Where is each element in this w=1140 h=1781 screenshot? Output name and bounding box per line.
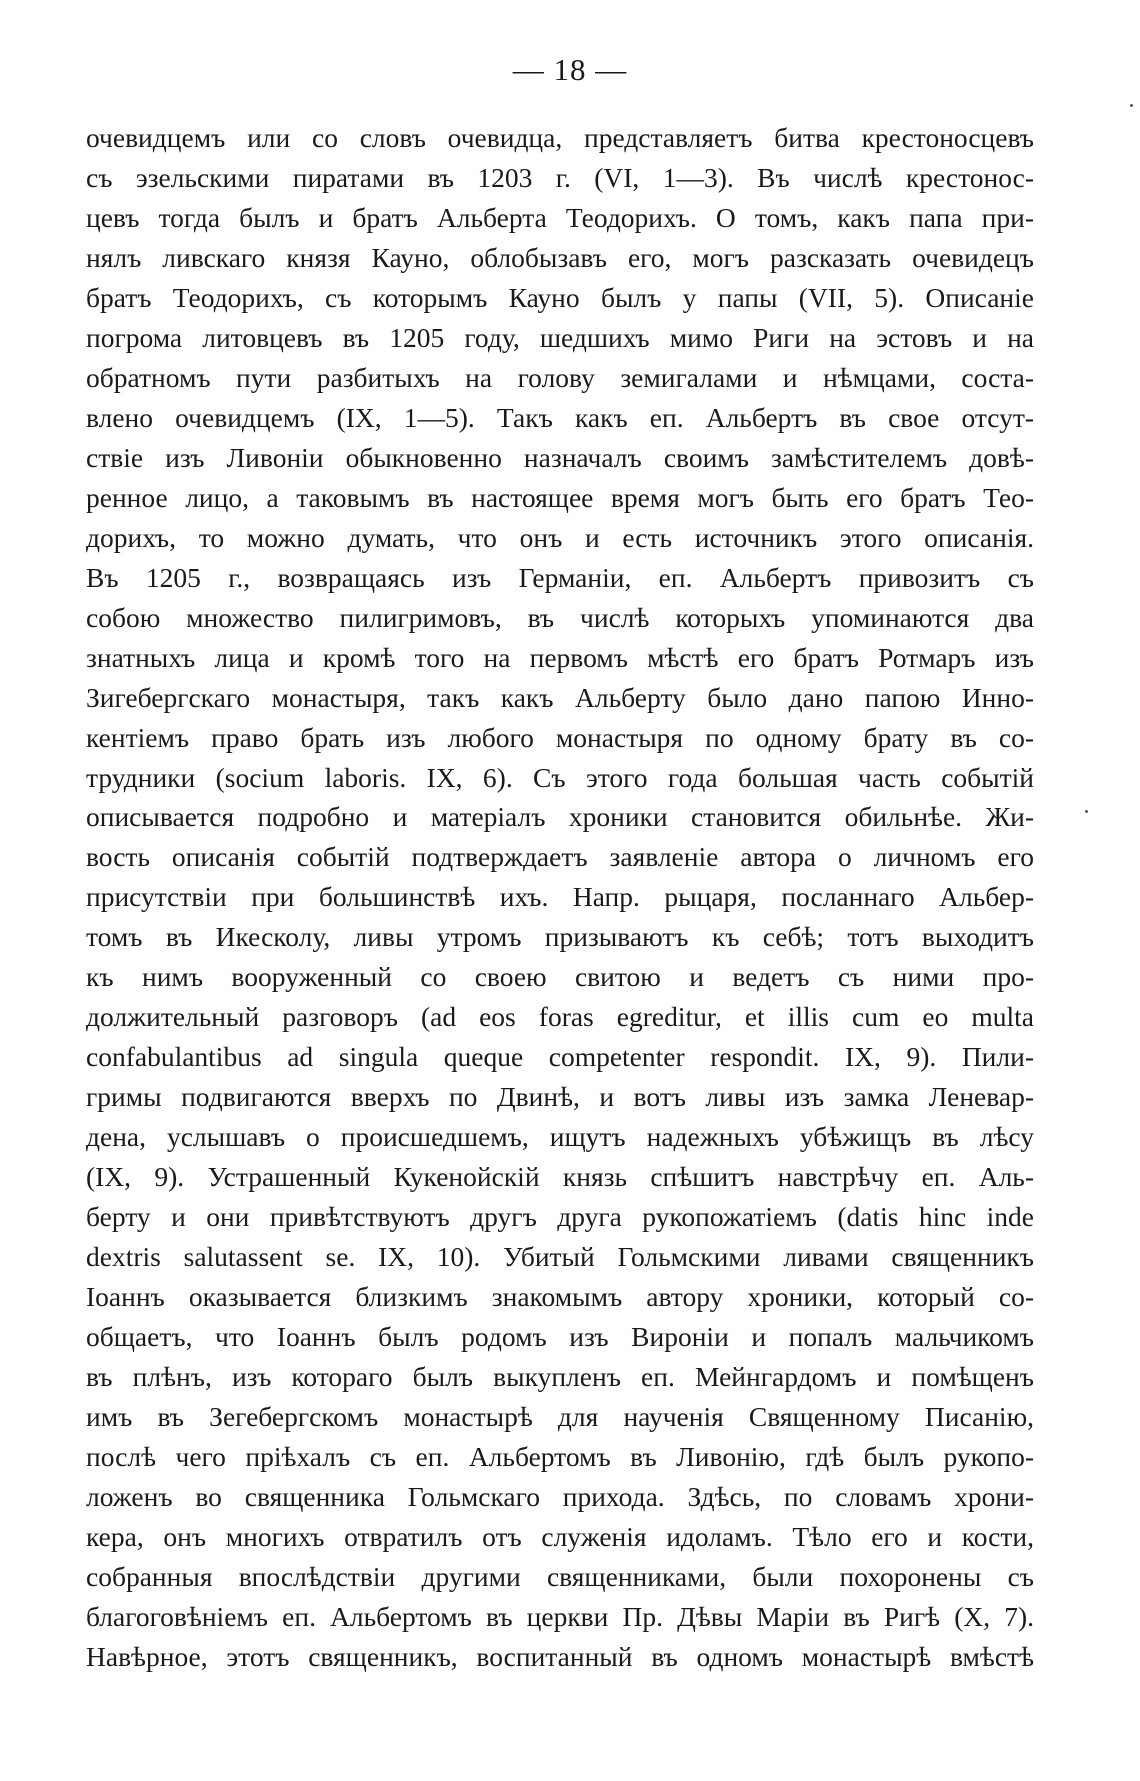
text-line: знатныхъ лица и кромѣ того на первомъ мѣстѣ его братъ Ротмаръ изъ	[86, 641, 1034, 673]
text-line: Зигебергскаго монастыря, такъ какъ Альберту было дано папою Инно-	[86, 681, 1034, 713]
text-line: должительный разговоръ (ad eos foras egreditur, et illis cum eo multa	[86, 1001, 1034, 1033]
text-line: общаетъ, что Іоаннъ былъ родомъ изъ Вироніи и попалъ мальчикомъ	[86, 1321, 1034, 1353]
text-line: описывается подробно и матеріалъ хроники становится обильнѣе. Жи-	[86, 801, 1034, 833]
text-line: ствіе изъ Ливоніи обыкновенно назначалъ своимъ замѣстителемъ довѣ-	[86, 441, 1034, 473]
text-line: благоговѣніемъ еп. Альбертомъ въ церкви Пр. Дѣвы Маріи въ Ригѣ (X, 7).	[86, 1600, 1034, 1632]
text-line: берту и они привѣтствуютъ другъ друга рукопожатіемъ (datis hinc inde	[86, 1201, 1034, 1233]
text-line: собранныя впослѣдствіи другими священниками, были похоронены съ	[86, 1560, 1034, 1592]
page-number: — 18 —	[512, 52, 628, 87]
text-line: къ нимъ вооруженный со своею свитою и ведетъ съ ними про-	[86, 961, 1034, 993]
text-line: цевъ тогда былъ и братъ Альберта Теодорихъ. О томъ, какъ папа при-	[86, 201, 1034, 233]
text-line: Въ 1205 г., возвращаясь изъ Германіи, еп. Альбертъ привозитъ съ	[86, 561, 1034, 593]
text-line: присутствіи при большинствѣ ихъ. Напр. рыцаря, посланнаго Альбер-	[86, 881, 1034, 913]
text-line: очевидцемъ или со словъ очевидца, представляетъ битва крестоносцевъ	[86, 122, 1034, 153]
text-line: съ эзельскими пиратами въ 1203 г. (VI, 1—3). Въ числѣ крестонос-	[86, 161, 1034, 193]
text-line: послѣ чего пріѣхалъ съ еп. Альбертомъ въ Ливонію, гдѣ былъ рукопо-	[86, 1440, 1034, 1472]
text-line: нялъ ливскаго князя Кауно, облобызавъ его, могъ разсказать очевидецъ	[86, 241, 1034, 273]
text-line: ренное лицо, а таковымъ въ настоящее время могъ быть его братъ Тео-	[86, 481, 1034, 513]
text-line: обратномъ пути разбитыхъ на голову земигалами и нѣмцами, соста-	[86, 361, 1034, 393]
text-line: влено очевидцемъ (IX, 1—5). Такъ какъ еп. Альбертъ въ свое отсут-	[86, 401, 1034, 433]
text-line: дена, услышавъ о происшедшемъ, ищутъ надежныхъ убѣжищъ въ лѣсу	[86, 1121, 1034, 1153]
text-line: собою множество пилигримовъ, въ числѣ которыхъ упоминаются два	[86, 601, 1034, 633]
text-line: dextris salutassent se. IX, 10). Убитый Гольмскими ливами священникъ	[86, 1241, 1034, 1273]
text-line: имъ въ Зегебергскомъ монастырѣ для наученія Священному Писанію,	[86, 1401, 1034, 1432]
text-line: братъ Теодорихъ, съ которымъ Кауно былъ у папы (VII, 5). Описаніе	[86, 281, 1034, 313]
text-line: (IX, 9). Устрашенный Кукенойскій князь спѣшитъ навстрѣчу еп. Аль-	[86, 1161, 1034, 1193]
text-line: ложенъ во священника Гольмскаго прихода. Здѣсь, по словамъ хрони-	[86, 1480, 1034, 1512]
text-line: томъ въ Икесколу, ливы утромъ призываютъ къ себѣ; тотъ выходитъ	[86, 921, 1034, 953]
text-line: гримы подвигаются вверхъ по Двинѣ, и вотъ ливы изъ замка Леневар-	[86, 1081, 1034, 1113]
text-line: кентіемъ право брать изъ любого монастыря по одному брату въ со-	[86, 721, 1034, 753]
text-line: трудники (socium laboris. IX, 6). Съ этого года большая часть событій	[86, 761, 1034, 793]
text-line: confabulantibus ad singula queque competenter respondit. IX, 9). Пили-	[86, 1041, 1034, 1073]
text-line: въ плѣнъ, изъ котораго былъ выкупленъ еп. Мейнгардомъ и помѣщенъ	[86, 1361, 1034, 1393]
body-text	[86, 118, 1034, 1677]
text-line: Іоаннъ оказывается близкимъ знакомымъ автору хроники, который со-	[86, 1281, 1034, 1313]
text-line: погрома литовцевъ въ 1205 году, шедшихъ мимо Риги на эстовъ и на	[86, 321, 1034, 353]
text-line: Навѣрное, этотъ священникъ, воспитанный въ одномъ монастырѣ вмѣстѣ	[86, 1640, 1034, 1672]
text-line: дорихъ, то можно думать, что онъ и есть источникъ этого описанія.	[86, 521, 1034, 553]
margin-speck	[1130, 104, 1133, 107]
margin-speck	[1085, 810, 1088, 813]
text-line: кера, онъ многихъ отвратилъ отъ служенія идоламъ. Тѣло его и кости,	[86, 1520, 1034, 1552]
text-line: вость описанія событій подтверждаетъ заявленіе автора о личномъ его	[86, 841, 1034, 873]
